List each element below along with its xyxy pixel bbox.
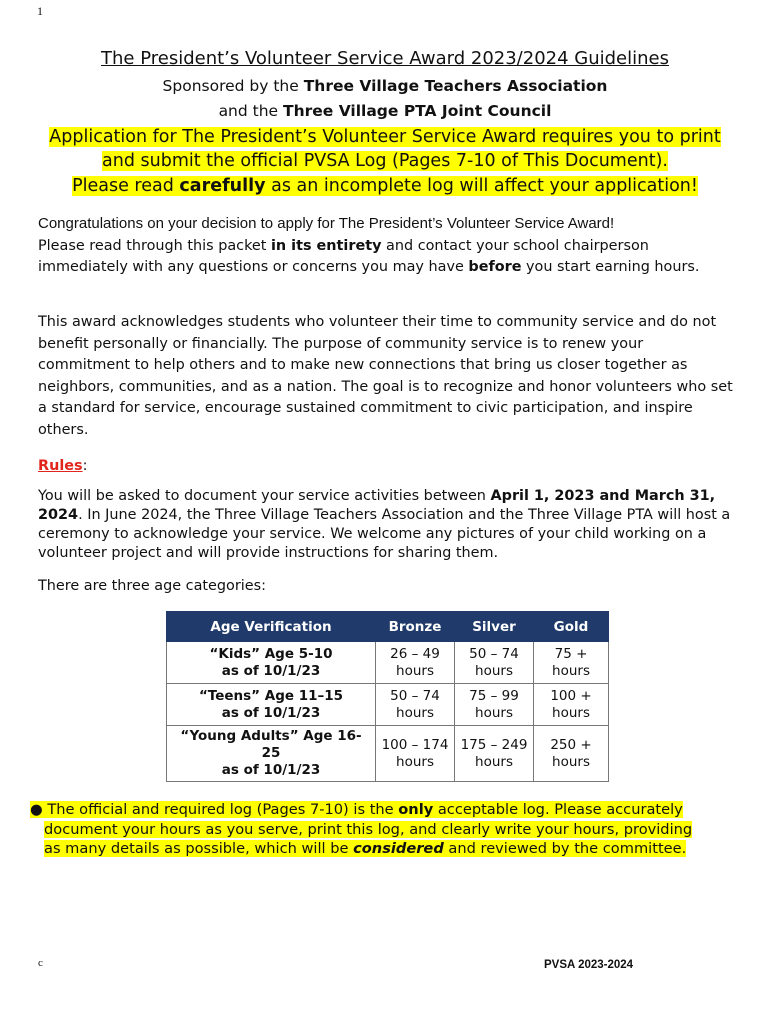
table-row	[167, 726, 609, 782]
gold-cell: 100 + hours	[534, 684, 609, 726]
table-row	[167, 684, 609, 726]
rules-heading-line	[38, 456, 738, 478]
award-paragraph: This award acknowledges students who volunteer their time to community service and do not benefit personally or financially. The purpose of community service is to renew your commitment to help others and to make new connections that bring us closer together as neighbors, communities, and as a nation. The goal is to recognize and honor volunteers who set a standard for service, encourage sustained commitment to civic participation, and inspire others.	[38, 314, 733, 438]
sponsor-prefix-2: and the	[218, 102, 284, 120]
header-bronze: Bronze	[376, 612, 455, 642]
notice-3-bold: carefully	[179, 176, 266, 196]
sponsor-prefix-1: Sponsored by the	[162, 77, 304, 95]
intro-text-b: in its entirety	[270, 237, 382, 254]
table-row	[167, 642, 609, 684]
age-label-cell: “Teens” Age 11–15 as of 10/1/23	[167, 684, 376, 726]
bronze-cell: 26 – 49 hours	[376, 642, 455, 684]
bullet-text-1b: only	[398, 801, 434, 818]
header-age-verification: Age Verification	[167, 612, 376, 642]
header-gold: Gold	[534, 612, 609, 642]
page-number: 1	[37, 4, 43, 18]
table-header-row	[167, 612, 609, 642]
rules-text-c: . In June 2024, the Three Village Teachers Association and the Three Village PTA will host a ceremony to acknowledge your service. We welcome any pictures of your child working on a volunteer project and will provide instructions for sharing them.	[38, 507, 731, 561]
bullet-text-1c: acceptable log. Please accurately	[433, 801, 683, 818]
gold-cell: 75 + hours	[534, 642, 609, 684]
gold-cell: 250 + hours	[534, 726, 609, 782]
rules-heading: Rules	[38, 458, 83, 474]
notice-line-2: and submit the official PVSA Log (Pages 7-10 of This Document).	[102, 151, 668, 171]
bullet-text-2: document your hours as you serve, print this log, and clearly write your hours, providing	[44, 820, 693, 838]
header-silver: Silver	[455, 612, 534, 642]
age-label-cell: “Kids” Age 5-10 as of 10/1/23	[167, 642, 376, 684]
bullet-text-3a: as many details as possible, which will be	[44, 840, 354, 857]
rules-paragraph	[38, 487, 733, 563]
rules-text-a: You will be asked to document your service activities between	[38, 488, 491, 504]
notice-block	[0, 125, 770, 173]
sponsor-name-1: Three Village Teachers Association	[303, 77, 608, 95]
bullet-text-3c: and reviewed by the committee.	[443, 840, 687, 857]
intro-text-c: and contact your school chairperson immediately with any questions or concerns you may have	[38, 237, 649, 275]
intro-text-d: before	[468, 259, 522, 275]
silver-cell: 50 – 74 hours	[455, 642, 534, 684]
notice-line-1: Application for The President’s Volunteer Service Award requires you to print	[49, 127, 721, 147]
silver-cell: 175 – 249 hours	[455, 726, 534, 782]
page-title: The President’s Volunteer Service Award 2023/2024 Guidelines	[101, 48, 669, 69]
congratulations-text: Congratulations on your decision to apply for The President’s Volunteer Service Award!	[38, 215, 615, 232]
bullet-text-3b: considered	[353, 840, 444, 857]
age-intro: There are three age categories:	[38, 578, 266, 594]
sponsor-name-2: Three Village PTA Joint Council	[283, 102, 552, 120]
intro-text-a: Please read through this packet	[38, 237, 271, 254]
footer-mark: c	[38, 957, 43, 969]
log-requirement-bullet	[30, 800, 750, 859]
age-label-cell: “Young Adults” Age 16-25 as of 10/1/23	[167, 726, 376, 782]
notice-line-3	[0, 176, 770, 196]
notice-3-suffix: as an incomplete log will affect your application!	[265, 176, 698, 196]
rules-colon: :	[82, 458, 88, 474]
intro-text-e: you start earning hours.	[521, 259, 700, 275]
bullet-text-1a: The official and required log (Pages 7-10) is the	[42, 801, 399, 818]
bronze-cell: 100 – 174 hours	[376, 726, 455, 782]
sponsor-line-2	[0, 102, 770, 120]
bullet-icon: ●	[30, 801, 43, 818]
intro-paragraph	[38, 213, 738, 279]
silver-cell: 75 – 99 hours	[455, 684, 534, 726]
age-category-table	[166, 611, 609, 782]
sponsor-line-1	[0, 77, 770, 95]
rules-dates: April 1, 2023 and March 31, 2024	[38, 488, 716, 523]
bronze-cell: 50 – 74 hours	[376, 684, 455, 726]
footer-label: PVSA 2023-2024	[544, 959, 634, 971]
notice-3-prefix: Please read	[72, 176, 180, 196]
